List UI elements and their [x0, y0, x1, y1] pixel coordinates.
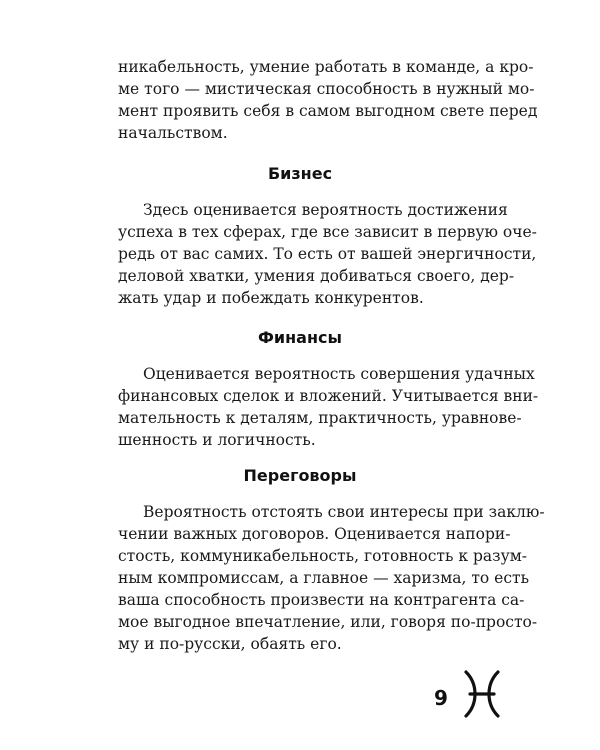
business-line-2: успеха в тех сферах, где все зависит в первую оче-	[118, 223, 537, 241]
finance-line-3: мательность к деталям, практичность, уравнове-	[118, 409, 522, 427]
finance-line-1: Оценивается вероятность совершения удачных	[143, 365, 535, 383]
section-title-negotiations: Переговоры	[243, 466, 357, 485]
section-title-finance: Финансы	[258, 328, 342, 347]
finance-line-2: финансовых сделок и вложений. Учитывается вни-	[118, 387, 539, 405]
negotiations-line-2: чении важных договоров. Оценивается напори-	[118, 525, 511, 543]
intro-line-2: ме того — мистическая способность в нужный мо-	[118, 80, 535, 98]
pisces-icon	[456, 668, 508, 720]
negotiations-line-3: стость, коммуникабельность, готовность к разум-	[118, 547, 527, 565]
finance-line-4: шенность и логичность.	[118, 431, 316, 449]
business-line-3: редь от вас самих. То есть от вашей энергичности,	[118, 245, 537, 263]
intro-line-1: никабельность, умение работать в команде, а кро-	[118, 58, 534, 76]
intro-line-3: мент проявить себя в самом выгодном свете перед	[118, 102, 538, 120]
page-number: 9	[434, 686, 448, 710]
intro-line-4: начальством.	[118, 124, 228, 142]
negotiations-line-6: мое выгодное впечатление, или, говоря по-просто-	[118, 613, 538, 631]
negotiations-line-5: ваша способность произвести на контрагента са-	[118, 591, 525, 609]
business-line-4: деловой хватки, умения добиваться своего, дер-	[118, 267, 515, 285]
negotiations-line-1: Вероятность отстоять свои интересы при заклю-	[143, 503, 545, 521]
negotiations-line-4: ным компромиссам, а главное — харизма, то есть	[118, 569, 530, 587]
business-line-1: Здесь оценивается вероятность достижения	[143, 201, 508, 219]
negotiations-line-7: му и по-русски, обаять его.	[118, 635, 342, 653]
section-title-business: Бизнес	[267, 164, 333, 183]
business-line-5: жать удар и побеждать конкурентов.	[118, 289, 424, 307]
